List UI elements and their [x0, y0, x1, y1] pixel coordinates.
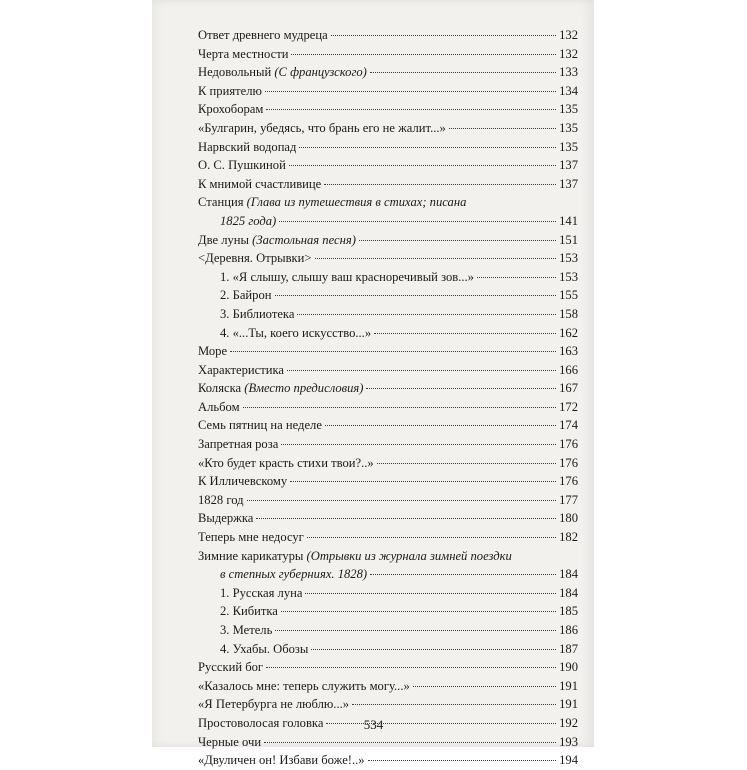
entry-note: (Отрывки из журнала зимней поездки	[306, 548, 512, 563]
entry-title: Крохоборам	[198, 102, 264, 117]
dot-leader	[275, 295, 557, 296]
entry-page: 191	[559, 697, 578, 712]
entry-title: Теперь мне недосуг	[198, 530, 304, 545]
entry-page: 153	[559, 269, 578, 284]
toc-entry	[198, 138, 578, 157]
entry-title: Коляска	[198, 381, 245, 396]
entry-title: «Двуличен он! Избави боже!..»	[198, 753, 365, 768]
entry-title: Нарвский водопад	[198, 139, 297, 154]
entry-title: К мнимой счастливице	[198, 176, 322, 191]
dot-leader	[368, 760, 557, 761]
dot-leader	[370, 72, 556, 73]
entry-page: 174	[559, 418, 578, 433]
entry-page: 151	[559, 232, 578, 247]
entry-page: 176	[559, 455, 578, 470]
toc-entry	[198, 100, 578, 119]
entry-title: <Деревня. Отрывки>	[198, 251, 312, 266]
toc-subentry	[198, 640, 578, 659]
toc-entry	[198, 156, 578, 175]
entry-note: (С французского)	[274, 65, 367, 80]
entry-page: 192	[559, 715, 578, 730]
toc-entry	[198, 119, 578, 138]
dot-leader	[281, 611, 556, 612]
entry-title: 4. «...Ты, коего искусство...»	[220, 325, 372, 340]
toc-subentry	[198, 584, 578, 603]
entry-note: (Застольная песня)	[252, 232, 356, 247]
entry-page: 167	[559, 381, 578, 396]
entry-page: 176	[559, 437, 578, 452]
entry-title: 4. Ухабы. Обозы	[220, 641, 309, 656]
entry-title: Черта местности	[198, 46, 289, 61]
toc-entry	[198, 398, 578, 417]
dot-leader	[449, 128, 556, 129]
dot-leader	[290, 481, 556, 482]
dot-leader	[275, 630, 556, 631]
dot-leader	[291, 54, 556, 55]
toc-entry	[198, 63, 578, 82]
entry-title: О. С. Пушкиной	[198, 158, 286, 173]
toc-entry	[198, 677, 578, 696]
entry-page: 158	[559, 306, 578, 321]
entry-page: 137	[559, 176, 578, 191]
toc-subentry	[198, 286, 578, 305]
toc-entry	[198, 454, 578, 473]
dot-leader	[289, 165, 556, 166]
entry-title: Море	[198, 344, 228, 359]
toc-subentry	[198, 602, 578, 621]
toc-entry	[198, 751, 578, 770]
toc-entry	[198, 547, 578, 584]
dot-leader	[256, 518, 556, 519]
entry-title: «Казалось мне: теперь служить могу...»	[198, 678, 410, 693]
toc-entry	[198, 509, 578, 528]
toc-entry	[198, 658, 578, 677]
entry-title: К Илличевскому	[198, 474, 288, 489]
entry-page: 135	[559, 139, 578, 154]
entry-title: Выдержка	[198, 511, 254, 526]
dot-leader	[247, 500, 557, 501]
entry-page: 134	[559, 83, 578, 98]
entry-title: Станция	[198, 195, 247, 210]
dot-leader	[366, 388, 556, 389]
toc-subentry	[198, 305, 578, 324]
entry-title: Недовольный	[198, 65, 275, 80]
dot-leader	[370, 574, 556, 575]
entry-page: 187	[559, 641, 578, 656]
entry-page: 186	[559, 623, 578, 637]
dot-leader	[266, 109, 556, 110]
toc-entry	[198, 175, 578, 194]
entry-title: 1. «Я слышу, слышу ваш красноречивый зов...»	[220, 269, 474, 284]
dot-leader	[305, 593, 556, 594]
entry-title: «Булгарин, убедясь, что брань его не жалит...»	[198, 120, 446, 135]
entry-page: 141	[559, 213, 578, 228]
entry-page: 177	[559, 492, 578, 507]
entry-title: 3. Библиотека	[220, 306, 295, 321]
dot-leader	[315, 258, 557, 259]
toc-entry	[198, 342, 578, 361]
entry-page: 172	[559, 399, 578, 414]
entry-page: 135	[559, 102, 578, 117]
entry-title: «Я Петербурга не люблю...»	[198, 697, 350, 712]
entry-page: 135	[559, 120, 578, 135]
entry-title: 2. Кибитка	[220, 604, 278, 619]
entry-title: Черные очи	[198, 734, 262, 749]
entry-page: 132	[559, 46, 578, 61]
dot-leader	[331, 35, 556, 36]
dot-leader	[377, 463, 556, 464]
entry-page: 182	[559, 530, 578, 545]
entry-title: 3. Метель	[220, 623, 273, 637]
entry-page: 153	[559, 251, 578, 266]
toc-entry	[198, 733, 578, 752]
table-of-contents	[198, 26, 578, 770]
entry-page: 194	[559, 753, 578, 768]
entry-title: Простоволосая головка	[198, 715, 324, 730]
entry-title: Характеристика	[198, 362, 285, 377]
entry-page: 185	[559, 604, 578, 619]
toc-subentry	[198, 324, 578, 343]
dot-leader	[311, 649, 556, 650]
dot-leader	[374, 333, 556, 334]
toc-entry	[198, 231, 578, 250]
toc-entry	[198, 695, 578, 714]
dot-leader	[230, 351, 556, 352]
entry-page: 137	[559, 158, 578, 173]
toc-subentry	[198, 621, 578, 640]
entry-page: 184	[559, 567, 578, 582]
toc-entry	[198, 491, 578, 510]
dot-leader	[243, 407, 557, 408]
entry-title: Зимние карикатуры	[198, 548, 307, 563]
entry-title: Семь пятниц на неделе	[198, 418, 322, 433]
entry-title: Запретная роза	[198, 437, 279, 452]
entry-note-continued: в степных губерниях. 1828)	[220, 567, 368, 582]
dot-leader	[359, 240, 556, 241]
dot-leader	[324, 184, 556, 185]
dot-leader	[352, 704, 556, 705]
entry-page: 163	[559, 344, 578, 359]
dot-leader	[413, 686, 556, 687]
dot-leader	[265, 91, 556, 92]
entry-title: Русский бог	[198, 660, 264, 675]
entry-page: 190	[559, 660, 578, 675]
entry-page: 191	[559, 678, 578, 693]
dot-leader	[281, 444, 556, 445]
toc-entry	[198, 45, 578, 64]
dot-leader	[266, 667, 556, 668]
dot-leader	[279, 221, 556, 222]
entry-note: (Глава из путешествия в стихах; писана	[246, 195, 467, 210]
entry-page: 133	[559, 65, 578, 80]
dot-leader	[299, 147, 556, 148]
entry-title: К приятелю	[198, 83, 262, 98]
entry-page: 193	[559, 734, 578, 749]
toc-entry	[198, 82, 578, 101]
entry-page: 162	[559, 325, 578, 340]
entry-page: 184	[559, 585, 578, 600]
entry-page: 180	[559, 511, 578, 526]
toc-entry	[198, 435, 578, 454]
dot-leader	[307, 537, 556, 538]
page-number: 534	[363, 717, 384, 732]
toc-entry	[198, 249, 578, 268]
toc-entry	[198, 193, 578, 230]
toc-entry	[198, 472, 578, 491]
dot-leader	[287, 370, 556, 371]
toc-entry	[198, 528, 578, 547]
toc-entry	[198, 379, 578, 398]
toc-subentry	[198, 268, 578, 287]
entry-title: «Кто будет красть стихи твои?..»	[198, 455, 374, 470]
entry-title: Ответ древнего мудреца	[198, 28, 328, 42]
entry-title: 2. Байрон	[220, 288, 272, 303]
dot-leader	[264, 742, 556, 743]
entry-page: 176	[559, 474, 578, 489]
entry-note: (Вместо предисловия)	[244, 381, 364, 396]
entry-title: 1. Русская луна	[220, 585, 303, 600]
dot-leader	[297, 314, 556, 315]
toc-entry	[198, 361, 578, 380]
toc-entry	[198, 26, 578, 45]
entry-note-continued: 1825 года)	[220, 213, 277, 228]
entry-page: 166	[559, 362, 578, 377]
entry-title: Две луны	[198, 232, 253, 247]
entry-page: 155	[559, 288, 578, 303]
dot-leader	[325, 425, 556, 426]
entry-title: 1828 год	[198, 492, 244, 507]
dot-leader	[477, 277, 556, 278]
entry-title: Альбом	[198, 399, 240, 414]
toc-entry	[198, 416, 578, 435]
entry-page: 132	[559, 28, 578, 42]
